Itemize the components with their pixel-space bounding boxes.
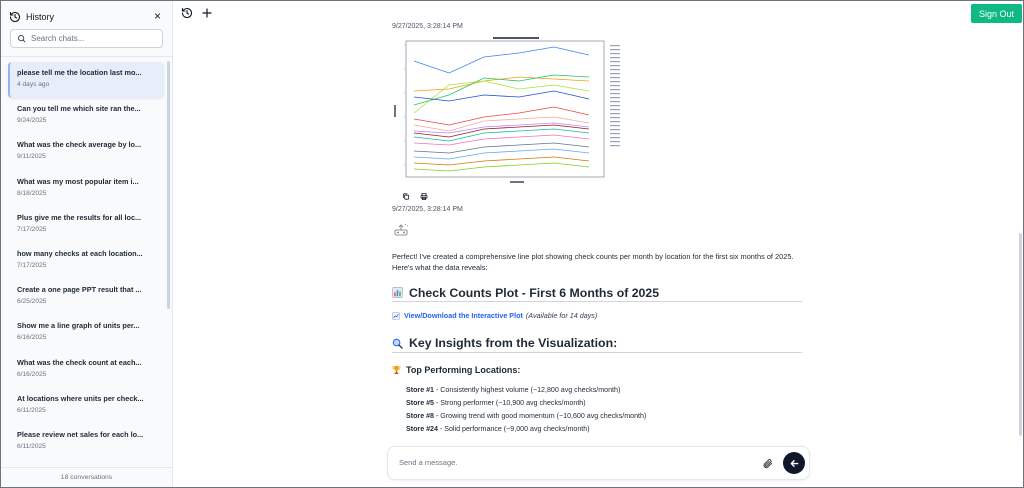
message-timestamp: 9/27/2025, 3:28:14 PM xyxy=(392,23,463,30)
plot-section-heading xyxy=(392,284,802,302)
conversation-date: 6/25/2025 xyxy=(17,298,47,306)
close-icon[interactable]: × xyxy=(153,9,161,23)
send-button[interactable] xyxy=(783,452,805,474)
store-insight-text: - Growing trend with good momentum (~10,600 avg checks/month) xyxy=(434,412,647,420)
conversation-title: At locations where units per check... xyxy=(17,393,144,403)
conversation-title: What was my most popular item i... xyxy=(17,176,139,186)
insight-bullet-list xyxy=(406,385,646,437)
main-scrollbar[interactable] xyxy=(1019,233,1022,436)
conversation-date: 7/17/2025 xyxy=(17,261,47,269)
link-availability-note: (Available for 14 days) xyxy=(525,311,598,320)
chart-icon xyxy=(392,312,400,320)
conversation-item[interactable] xyxy=(8,315,164,351)
conversation-title: Create a one page PPT result that ... xyxy=(17,285,142,295)
store-name: Store #1 xyxy=(406,386,434,394)
divider xyxy=(1,56,172,57)
sign-out-button[interactable]: Sign Out xyxy=(971,4,1022,23)
conversation-item[interactable] xyxy=(8,243,164,279)
search-box[interactable] xyxy=(10,29,163,48)
assistant-intro-text: Perfect! I've created a comprehensive line plot showing check counts per month by location for the first six months of 2025. Here's what the data reveals: xyxy=(392,252,794,273)
conversation-date: 8/18/2025 xyxy=(17,189,47,197)
line-plot-image xyxy=(392,33,632,185)
magnifier-icon xyxy=(392,338,403,349)
conversation-title: Plus give me the results for all loc... xyxy=(17,212,142,222)
view-download-plot-link[interactable]: View/Download the Interactive Plot xyxy=(404,311,523,320)
conversation-item[interactable] xyxy=(8,98,164,134)
plot-title-text xyxy=(493,37,539,39)
plus-icon[interactable] xyxy=(201,7,213,19)
insight-bullet xyxy=(406,385,646,398)
conversation-title: how many checks at each location... xyxy=(17,248,143,258)
conversation-date: 6/16/2025 xyxy=(17,334,47,342)
print-icon[interactable] xyxy=(420,192,428,201)
top-locations-subheading xyxy=(392,365,520,375)
sidebar-header xyxy=(9,9,165,25)
conversation-date: 9/24/2025 xyxy=(17,117,47,125)
sidebar-scrollbar[interactable] xyxy=(167,61,170,309)
conversation-date: 6/11/2025 xyxy=(17,406,46,414)
history-icon xyxy=(9,11,21,23)
paperclip-icon[interactable] xyxy=(762,458,773,469)
conversation-date: 4 days ago xyxy=(17,81,50,88)
conversation-date: 9/11/2025 xyxy=(17,153,46,161)
y-axis-label xyxy=(394,105,396,117)
sidebar-title: History xyxy=(26,12,55,22)
arrow-left-icon xyxy=(789,458,800,469)
conversation-date: 6/16/2025 xyxy=(17,370,47,378)
trophy-icon xyxy=(392,365,401,375)
message-composer xyxy=(387,446,810,480)
conversation-item[interactable] xyxy=(8,388,164,424)
insight-bullet xyxy=(406,424,646,437)
history-icon[interactable] xyxy=(181,7,193,19)
conversation-date: 7/17/2025 xyxy=(17,225,47,233)
conversation-title: What was the check count at each... xyxy=(17,357,142,367)
conversation-item[interactable] xyxy=(8,171,164,207)
insights-heading-text: Key Insights from the Visualization: xyxy=(409,336,618,350)
conversation-title: Please review net sales for each lo... xyxy=(17,429,144,439)
store-name: Store #5 xyxy=(406,399,434,407)
conversation-item[interactable] xyxy=(8,279,164,315)
insight-bullet xyxy=(406,411,646,424)
conversation-item[interactable] xyxy=(8,62,164,98)
bar-chart-icon xyxy=(392,287,403,298)
conversation-item[interactable] xyxy=(8,352,164,388)
conversation-list xyxy=(8,62,164,460)
store-insight-text: - Consistently highest volume (~12,800 avg checks/month) xyxy=(434,386,621,394)
store-insight-text: - Strong performer (~10,900 avg checks/month) xyxy=(434,399,586,407)
conversation-title: Show me a line graph of units per... xyxy=(17,321,140,331)
plot-link-line xyxy=(392,311,597,320)
store-name: Store #24 xyxy=(406,425,438,433)
store-insight-text: - Solid performance (~9,000 avg checks/month) xyxy=(437,425,590,433)
conversation-item[interactable] xyxy=(8,207,164,243)
insight-bullet xyxy=(406,398,646,411)
plot-legend xyxy=(608,43,630,153)
message-timestamp: 9/27/2025, 3:28:14 PM xyxy=(392,206,463,213)
top-toolbar xyxy=(181,7,213,19)
assistant-avatar-icon xyxy=(393,223,409,236)
history-sidebar xyxy=(1,1,173,487)
search-input[interactable] xyxy=(31,34,151,43)
insights-heading xyxy=(392,334,802,353)
conversation-title: Can you tell me which site ran the... xyxy=(17,104,141,114)
conversation-count: 18 conversations xyxy=(60,474,113,481)
top-locations-text: Top Performing Locations: xyxy=(406,365,521,375)
search-icon xyxy=(17,34,26,43)
store-name: Store #8 xyxy=(406,412,434,420)
conversation-item[interactable] xyxy=(8,134,164,170)
conversation-title: please tell me the location last mo... xyxy=(17,68,142,77)
plot-heading-text: Check Counts Plot - First 6 Months of 2025 xyxy=(409,285,660,300)
x-axis-label xyxy=(510,181,524,183)
divider xyxy=(1,467,172,468)
conversation-date: 6/11/2025 xyxy=(17,442,46,450)
copy-icon[interactable] xyxy=(402,192,410,201)
conversation-title: What was the check average by lo... xyxy=(17,140,142,150)
message-input[interactable] xyxy=(399,458,699,467)
conversation-item[interactable] xyxy=(8,424,164,460)
